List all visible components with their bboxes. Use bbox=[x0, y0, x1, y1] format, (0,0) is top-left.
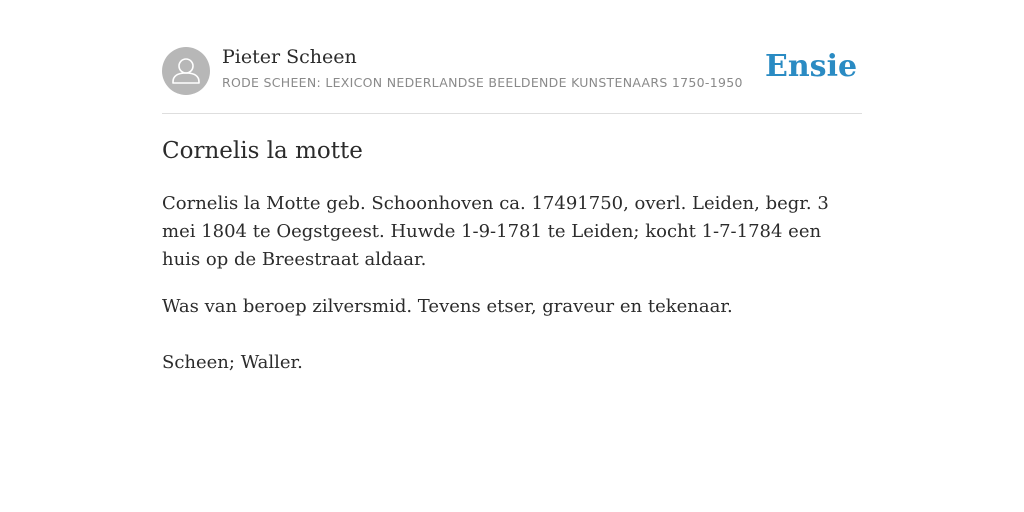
article-title: Cornelis la motte bbox=[162, 138, 363, 164]
article-paragraph: Was van beroep zilversmid. Tevens etser, graveur en tekenaar. bbox=[162, 296, 733, 317]
user-icon bbox=[162, 47, 210, 95]
article-header bbox=[162, 46, 862, 96]
source-title[interactable]: RODE SCHEEN: LEXICON NEDERLANDSE BEELDENDE KUNSTENAARS 1750-1950 bbox=[222, 75, 743, 90]
author-name[interactable]: Pieter Scheen bbox=[222, 46, 357, 68]
header-divider bbox=[162, 113, 862, 114]
article-paragraph: Cornelis la Motte geb. Schoonhoven ca. 17491750, overl. Leiden, begr. 3 mei 1804 te Oegstgeest. Huwde 1-9-1781 te Leiden; kocht 1-7-1784 een huis op de Breestraat aldaar. bbox=[162, 193, 829, 270]
ensie-logo[interactable]: Ensie bbox=[765, 49, 858, 84]
article-sources: Scheen; Waller. bbox=[162, 352, 303, 373]
avatar[interactable] bbox=[162, 47, 210, 95]
